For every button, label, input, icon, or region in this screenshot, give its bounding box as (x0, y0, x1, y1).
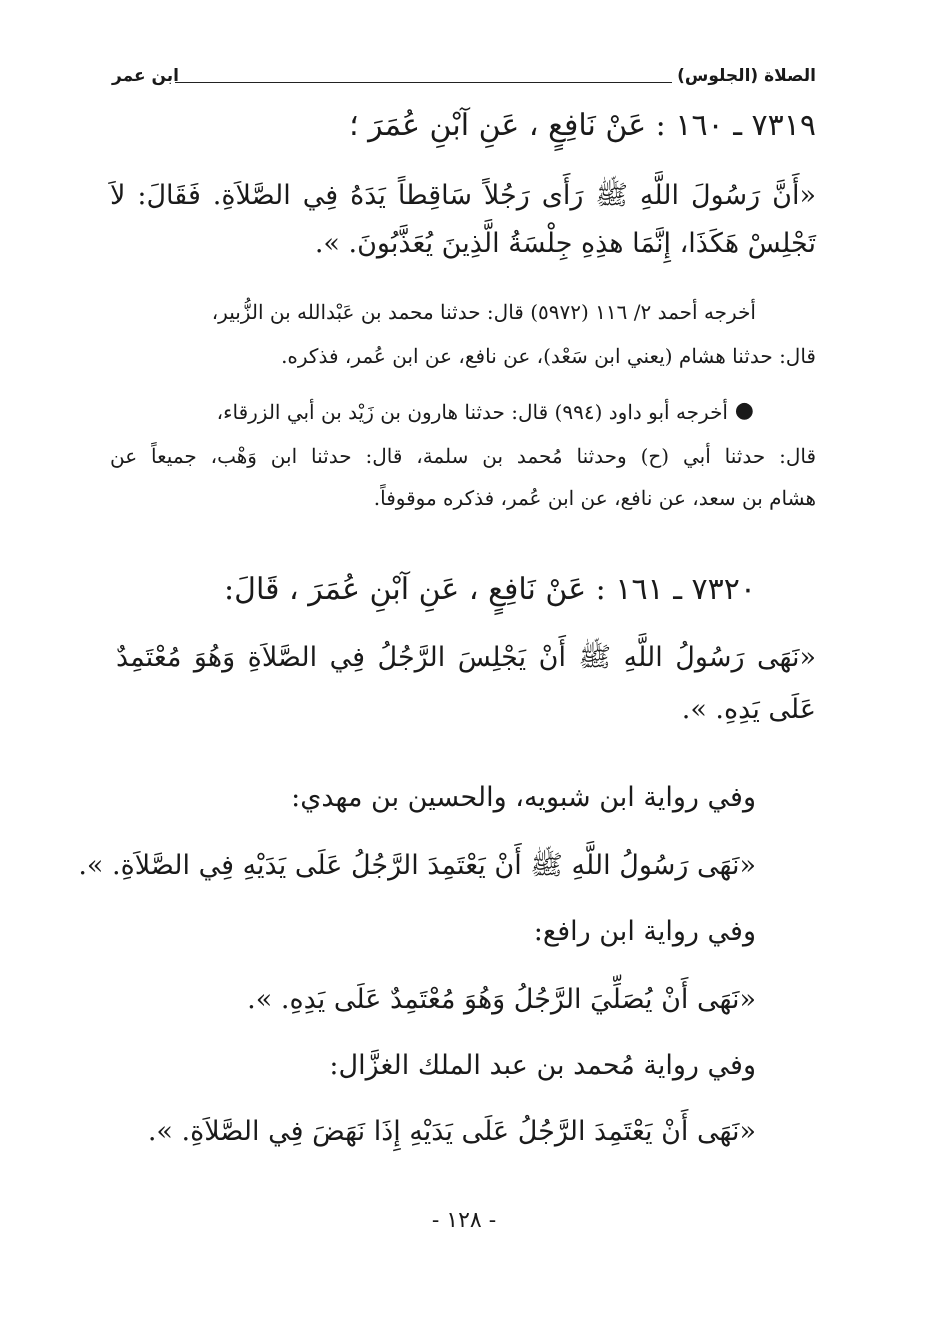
riwaya-3-intro: وفي رواية مُحمد بن عبد الملك الغزَّال: (329, 1050, 756, 1081)
hadith-7320-text-line-2: عَلَى يَدِهِ. ». (681, 694, 816, 725)
riwaya-1-text: «نَهَى رَسُولُ اللَّهِ ﷺ أَنْ يَعْتَمِدَ الرَّجُلُ عَلَى يَدَيْهِ فِي الصَّلاَةِ. ». (78, 850, 756, 881)
running-header-narrator: ابن عمر (112, 66, 180, 86)
hadith-7320-text-line-1: «نَهَى رَسُولُ اللَّهِ ﷺ أَنْ يَجْلِسَ الرَّجُلُ فِي الصَّلاَةِ وَهُوَ مُعْتَمِدٌ (116, 642, 816, 673)
hadith-7320-number: ٧٣٢٠ ـ ١٦١ : عَنْ نَافِعٍ ، عَنِ آبْنِ عُمَرَ ، قَالَ: (224, 572, 756, 607)
riwaya-2-text: «نَهَى أَنْ يُصَلِّيَ الرَّجُلُ وَهُوَ مُعْتَمِدٌ عَلَى يَدِهِ. ». (247, 984, 756, 1015)
header-rule (175, 82, 672, 83)
page-number: - ١٢٨ - (431, 1208, 497, 1233)
takhrij-abudawud-line-3: هشام بن سعد، عن نافع، عن ابن عُمر، فذكره موقوفاً. (373, 486, 816, 510)
hadith-7319-number: ٧٣١٩ ـ ١٦٠ : عَنْ نَافِعٍ ، عَنِ آبْنِ عُمَرَ ؛ (349, 108, 816, 143)
takhrij-ahmad-line-2: قال: حدثنا هشام (يعني ابن سَعْد)، عن نافع، عن ابن عُمر، فذكره. (281, 344, 816, 368)
takhrij-abudawud-line-1: أخرجه أبو داود (٩٩٤) قال: حدثنا هارون بن زَيْد بن أبي الزرقاء، (216, 400, 728, 424)
riwaya-2-intro: وفي رواية ابن رافع: (533, 916, 756, 947)
riwaya-3-text: «نَهَى أَنْ يَعْتَمِدَ الرَّجُلُ عَلَى يَدَيْهِ إِذَا نَهَضَ فِي الصَّلاَةِ. ». (147, 1116, 756, 1147)
riwaya-1-intro: وفي رواية ابن شبويه، والحسين بن مهدي: (291, 782, 756, 813)
bullet-icon: ● (734, 398, 754, 423)
running-header-section: الصلاة (الجلوس) (677, 66, 816, 86)
hadith-7319-text-line-2: تَجْلِسْ هَكَذَا، إِنَّمَا هذِهِ جِلْسَةُ الَّذِينَ يُعَذَّبُونَ. ». (314, 228, 816, 259)
takhrij-abudawud-line-2: قال: حدثنا أبي (ح) وحدثنا مُحمد بن سلمة، قال: حدثنا ابن وَهْب، جميعاً عن (110, 444, 816, 468)
hadith-7319-text-line-1: «أَنَّ رَسُولَ اللَّهِ ﷺ رَأَى رَجُلاً سَاقِطاً يَدَهُ فِي الصَّلاَةِ. فَقَالَ: لاَ (110, 180, 816, 211)
takhrij-ahmad-line-1: أخرجه أحمد ٢/ ١١٦ (٥٩٧٢) قال: حدثنا محمد بن عَبْدالله بن الزُّبير، (211, 300, 756, 324)
